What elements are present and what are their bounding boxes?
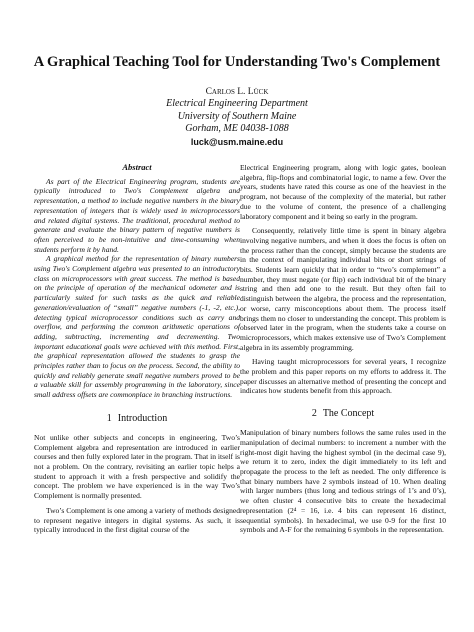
author-email[interactable]: luck@usm.maine.edu — [190, 136, 284, 147]
body-paragraph: Consequently, relatively little time is spent in binary algebra involving negative numbers, and when it does the focus is often on the process rather than the concept, simply because the students are in the context of manipulating individual bits or short strings of bits. Students learn quickly that in order to “two’s complement” a number, they must negate (or flip) each individual bit of the binary string and then add one to the result. But they often fail to distinguish between the algebra, the process and the representation, or worse, carry misconceptions about them. The process itself brings them no closer to understanding the concept. This problem is observed later in the program, when the students take a course on microprocessors, which makes extensive use of Two’s Complement algebra in its assembly programming. — [240, 226, 446, 352]
body-paragraph: Electrical Engineering program, along with logic gates, boolean algebra, flip-flops and combinatorial logic, to name a few. Over the years, students have rated this course as one of the heaviest in the program, not because of the complexity of the material, but rather due to the volume of content, the presence of a challenging laboratory component and it being so early in the program. — [240, 163, 446, 221]
affiliation-line: University of Southern Maine — [177, 110, 297, 122]
section-heading-introduction — [34, 413, 240, 425]
abstract-paragraph: A graphical method for the representation of binary numbers using Two's Complement algebra was presented to an introductory class on microprocessors with great success. The method is based on the principle of operation of the mechanical odometer and is particularly suited for such tasks as the quick and reliable generation/evaluation of “small” negative numbers (-1, -2, etc.), detecting typical microprocessor conditions such as carry and overflow, and performing the common arithmetic operations of adding, subtracting, incrementing and decrementing. Two important educational goals were achieved with this method. First, the graphical representation allowed the students to grasp the principles rather than to focus on the process. Second, the ability to quickly and reliably generate small negative numbers proved to be a valuable skill for assembly programming in the laboratory, since small address offsets are commonplace in branching instructions. — [34, 254, 240, 400]
section-number: 1 — [106, 412, 112, 424]
paper-title: A Graphical Teaching Tool for Understanding Two's Complement — [33, 54, 441, 70]
affiliation-line: Electrical Engineering Department — [166, 98, 308, 110]
section-heading-concept — [240, 408, 446, 420]
left-column — [34, 163, 240, 535]
author-name: Carlos L. Lück — [205, 87, 269, 97]
section-number: 2 — [311, 408, 317, 420]
abstract-heading: Abstract — [122, 162, 152, 172]
author-block — [0, 86, 474, 148]
abstract-paragraph: As part of the Electrical Engineering program, students are typically introduced to Two's Complement algebra and representation, a method to include negative numbers in the binary representation of integers that is widely used in microprocessors and related digital systems. The traditional, procedural method to generate and evaluate the binary pattern of negative numbers is often perceived to be non-intuitive and time-consuming when students perform it by hand. — [34, 176, 240, 254]
section-title: Introduction — [117, 412, 168, 424]
abstract — [34, 163, 240, 400]
affiliation-line: Gorham, ME 04038-1088 — [185, 123, 289, 135]
right-column — [240, 163, 446, 535]
body-paragraph: Having taught microprocessors for several years, I recognize the problem and this paper reports on my efforts to address it. The paper discusses an alternative method of presenting the concept and indicates how students benefit from this approach. — [240, 357, 446, 396]
body-paragraph: Not unlike other subjects and concepts in engineering, Two’s Complement algebra and representation are introduced in earlier courses and then fully explored later in the program. That in itself is not a problem. On the contrary, revisiting an earlier topic helps a student to approach it with a fresh perspective and solidify the concept. The problem we have experienced is in the way Two’s Complement is normally presented. — [34, 432, 240, 501]
section-title: The Concept — [322, 408, 375, 420]
body-paragraph: Manipulation of binary numbers follows the same rules used in the manipulation of decimal numbers: to increment a number with the right-most digit having the highest symbol (in the decimal case 9), we return it to zero, index the digit immediately to its left and propagate the process to the left as needed. The only difference is that binary numbers have 2 symbols instead of 10. When dealing with larger numbers (thus long and tedious strings of 1’s and 0’s), we often cluster 4 consecutive bits to create the hexadecimal representation (2⁴ = 16, i.e. 4 bits can represent 16 distinct, sequential symbols). In hexadecimal, we use 0-9 for the first 10 symbols and A-F for the remaining 6 symbols in the representation. — [240, 428, 446, 535]
body-paragraph: Two’s Complement is one among a variety of methods designed to represent negative integers in digital systems. As such, it is typically introduced in the first digital course of the — [34, 505, 240, 535]
